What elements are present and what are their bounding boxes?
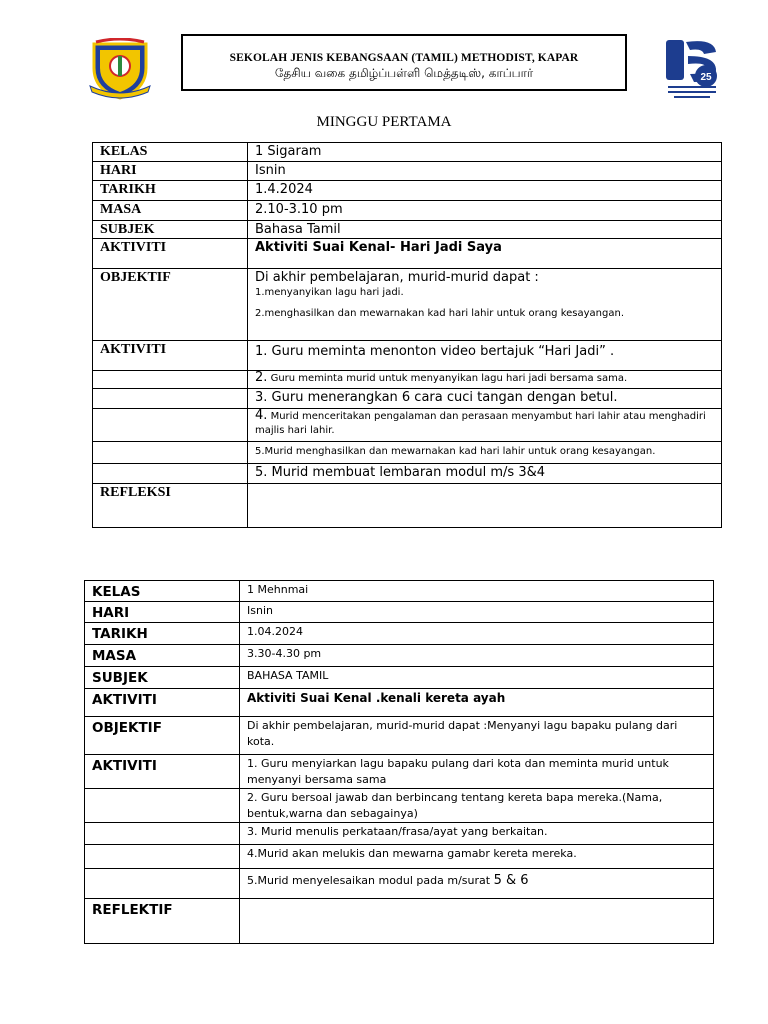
objektif-intro: Di akhir pembelajaran, murid-murid dapat : — [255, 270, 539, 285]
kelas-value: 1 Mehnmai — [240, 581, 714, 602]
masa-label: MASA — [93, 201, 248, 221]
step-4-number: 4. — [255, 408, 268, 423]
step-3: 3. Murid menulis perkataan/frasa/ayat yang berkaitan. — [240, 823, 714, 845]
table-row — [93, 442, 722, 464]
lesson-plan-table-2 — [84, 580, 714, 944]
table-row — [93, 201, 722, 221]
step-5-text: 5.Murid menyelesaikan modul pada m/surat — [247, 874, 494, 887]
objektif-value: Di akhir pembelajaran, murid-murid dapat :Menyanyi lagu bapaku pulang dari kota. — [240, 717, 714, 755]
table-row — [85, 789, 714, 823]
table-row — [93, 239, 722, 269]
refleksi-value — [248, 484, 722, 528]
subjek-label: SUBJEK — [93, 221, 248, 239]
step-4: 4.Murid akan melukis dan mewarna gamabr kereta mereka. — [240, 845, 714, 869]
table-row — [93, 341, 722, 371]
tarikh-label: TARIKH — [93, 181, 248, 201]
lesson-plan-table-1 — [92, 142, 722, 528]
objektif-cell — [248, 269, 722, 341]
reflektif-value — [240, 899, 714, 944]
refleksi-label: REFLEKSI — [93, 484, 248, 528]
aktiviti-label: AKTIVITI — [85, 755, 240, 789]
aktiviti-title-label: AKTIVITI — [85, 689, 240, 717]
step-2-number: 2. — [255, 370, 268, 385]
tarikh-value: 1.04.2024 — [240, 623, 714, 645]
step-1: 1. Guru meminta menonton video bertajuk “Hari Jadi” . — [248, 341, 722, 371]
step-5 — [240, 869, 714, 899]
week-title: MINGGU PERTAMA — [316, 114, 452, 130]
table-row — [85, 845, 714, 869]
table-row — [93, 389, 722, 409]
step-5-pages: 5 & 6 — [493, 873, 529, 888]
step-2 — [248, 371, 722, 389]
school-header — [181, 34, 627, 91]
kelas-label: KELAS — [85, 581, 240, 602]
hari-label: HARI — [85, 602, 240, 623]
step-2-text: Guru meminta murid untuk menyanyikan lagu hari jadi bersama sama. — [267, 373, 628, 384]
objektif-label: OBJEKTIF — [93, 269, 248, 341]
hari-value: Isnin — [248, 162, 722, 181]
table-row — [85, 755, 714, 789]
masa-value: 3.30-4.30 pm — [240, 645, 714, 667]
table-row — [93, 484, 722, 528]
table-row — [85, 623, 714, 645]
table-row — [93, 221, 722, 239]
table-row — [85, 869, 714, 899]
table-row — [93, 371, 722, 389]
kelas-label: KELAS — [93, 143, 248, 162]
masa-label: MASA — [85, 645, 240, 667]
subjek-value: BAHASA TAMIL — [240, 667, 714, 689]
table-row — [93, 269, 722, 341]
masa-value: 2.10-3.10 pm — [248, 201, 722, 221]
aktiviti-title-value: Aktiviti Suai Kenal- Hari Jadi Saya — [248, 239, 722, 269]
tarikh-value: 1.4.2024 — [248, 181, 722, 201]
step-4-text: Murid menceritakan pengalaman dan perasaan menyambut hari lahir atau menghadiri majlis hari lahir. — [255, 411, 706, 436]
aktiviti-label: AKTIVITI — [93, 341, 248, 371]
step-5b: 5. Murid membuat lembaran modul m/s 3&4 — [248, 464, 722, 484]
objektif-label: OBJEKTIF — [85, 717, 240, 755]
kelas-value: 1 Sigaram — [248, 143, 722, 162]
step-2: 2. Guru bersoal jawab dan berbincang tentang kereta bapa mereka.(Nama, bentuk,warna dan sebagainya) — [240, 789, 714, 823]
objektif-item-1: 1.menyanyikan lagu hari jadi. — [255, 287, 404, 298]
school-name-tamil: தேசிய வகை தமிழ்ப்பள்ளி மெத்தடிஸ், காப்பார் — [274, 66, 534, 80]
step-3: 3. Guru menerangkan 6 cara cuci tangan dengan betul. — [248, 389, 722, 409]
table-row — [93, 181, 722, 201]
svg-text:25: 25 — [700, 72, 712, 83]
hari-label: HARI — [93, 162, 248, 181]
table-row — [85, 689, 714, 717]
school-name: SEKOLAH JENIS KEBANGSAAN (TAMIL) METHODIST, KAPAR — [229, 52, 579, 64]
table-row — [85, 581, 714, 602]
table-row — [93, 464, 722, 484]
table-row — [85, 602, 714, 623]
subjek-label: SUBJEK — [85, 667, 240, 689]
table-row — [85, 823, 714, 845]
step-5a: 5.Murid menghasilkan dan mewarnakan kad hari lahir untuk orang kesayangan. — [248, 442, 722, 464]
table-row — [93, 143, 722, 162]
subjek-value: Bahasa Tamil — [248, 221, 722, 239]
table-row — [85, 717, 714, 755]
table-row — [85, 645, 714, 667]
objektif-item-2: 2.menghasilkan dan mewarnakan kad hari lahir untuk orang kesayangan. — [255, 308, 625, 319]
school-crest-logo — [88, 38, 152, 100]
reflektif-label: REFLEKTIF — [85, 899, 240, 944]
step-1: 1. Guru menyiarkan lagu bapaku pulang dari kota dan meminta murid untuk menyanyi bersama sama — [240, 755, 714, 789]
table-row — [85, 667, 714, 689]
aktiviti-title-value: Aktiviti Suai Kenal .kenali kereta ayah — [240, 689, 714, 717]
anniversary-25-logo — [664, 36, 720, 102]
table-row — [85, 899, 714, 944]
aktiviti-title-label: AKTIVITI — [93, 239, 248, 269]
hari-value: Isnin — [240, 602, 714, 623]
table-row — [93, 409, 722, 442]
tarikh-label: TARIKH — [85, 623, 240, 645]
table-row — [93, 162, 722, 181]
step-4 — [248, 409, 722, 442]
